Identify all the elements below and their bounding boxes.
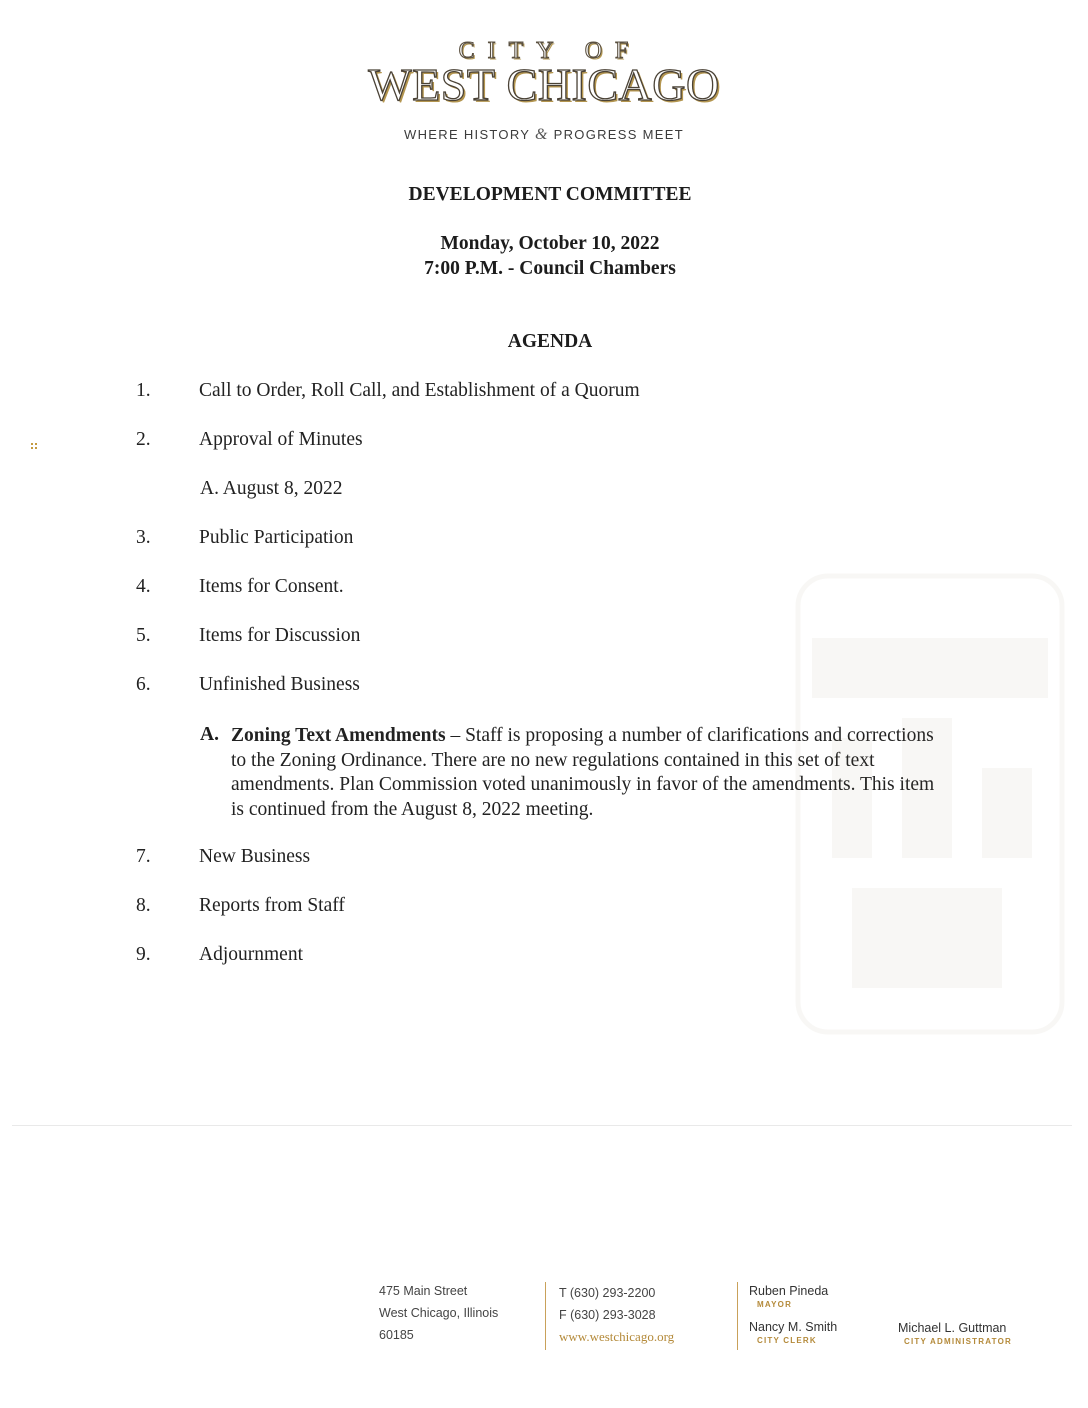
agenda-number: 2. (136, 429, 151, 450)
address-line: 60185 (379, 1328, 414, 1342)
agenda-item-text: New Business (199, 846, 311, 867)
committee-title: DEVELOPMENT COMMITTEE (408, 184, 692, 205)
clerk-title: CITY CLERK (757, 1336, 817, 1345)
footer-contact (559, 1282, 674, 1348)
tagline-part1: WHERE HISTORY (404, 127, 531, 142)
footer-address (379, 1280, 498, 1346)
footer-website-link[interactable]: www.westchicago.org (559, 1329, 675, 1344)
margin-mark-icon (31, 443, 37, 449)
agenda-number: 1. (136, 380, 151, 401)
subitem-description: – Staff is proposing a number of clarifications and corrections to the Zoning Ordinance. There are no new regulations contained in this set of text amendments. Plan Commission voted unanimously in favor of the amendments. This item is continued from the August 8, 2022 meeting. (231, 725, 935, 820)
mayor-name: Ruben Pineda (749, 1284, 829, 1298)
letterhead-city-of: CITY OF (458, 38, 642, 64)
mayor-title: MAYOR (757, 1300, 793, 1309)
subitem-title: Zoning Text Amendments (231, 725, 446, 746)
letterhead-city-name: WEST CHICAGO (368, 59, 720, 110)
agenda-number: 6. (136, 674, 151, 695)
agenda-item-text: Adjournment (199, 944, 303, 965)
agenda-item-text: Approval of Minutes (199, 429, 363, 450)
subitem-letter: A. (200, 724, 219, 745)
administrator-title: CITY ADMINISTRATOR (904, 1337, 1012, 1346)
agenda-number: 8. (136, 895, 151, 916)
agenda-number: 4. (136, 576, 151, 597)
meeting-date: Monday, October 10, 2022 (440, 233, 660, 254)
clerk-name: Nancy M. Smith (749, 1320, 838, 1334)
agenda-number: 9. (136, 944, 151, 965)
tagline-ampersand: & (534, 126, 549, 143)
footer-separator (545, 1282, 546, 1350)
agenda-number: 5. (136, 625, 151, 646)
agenda-item-text: Items for Discussion (199, 625, 361, 646)
agenda-item-text: Unfinished Business (199, 674, 360, 695)
footer-phone: T (630) 293-2200 (559, 1286, 656, 1300)
agenda-number: 3. (136, 527, 151, 548)
footer-separator (737, 1282, 738, 1350)
address-line: West Chicago, Illinois (379, 1306, 499, 1320)
agenda-number: 7. (136, 846, 151, 867)
agenda-item-text: Public Participation (199, 527, 354, 548)
letterhead-tagline (0, 126, 1088, 144)
agenda-title: AGENDA (507, 331, 593, 352)
tagline-part2: PROGRESS MEET (553, 127, 684, 142)
agenda-subitem-text: A. August 8, 2022 (200, 478, 343, 499)
agenda-item-text: Reports from Staff (199, 895, 345, 916)
footer-fax: F (630) 293-3028 (559, 1308, 656, 1322)
agenda-item-text: Call to Order, Roll Call, and Establishment of a Quorum (199, 380, 640, 401)
agenda-item-text: Items for Consent. (199, 576, 344, 597)
address-line: 475 Main Street (379, 1284, 468, 1298)
meeting-time-place: 7:00 P.M. - Council Chambers (424, 258, 676, 279)
administrator-name: Michael L. Guttman (898, 1321, 1007, 1335)
watermark-seal-icon (792, 568, 1068, 1038)
footer-divider (12, 1125, 1072, 1126)
